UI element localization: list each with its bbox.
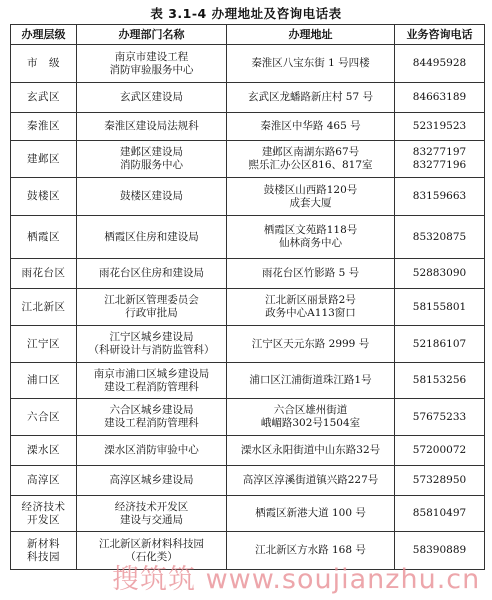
cell-line: 雨花台区住房和建设局 <box>99 267 204 279</box>
cell-line: 江宁区城乡建设局 <box>109 331 194 343</box>
cell-line: 雨花台区竹影路 5 号 <box>261 267 360 279</box>
cell-level <box>11 83 77 113</box>
cell-level <box>11 259 77 289</box>
table-row <box>11 532 485 570</box>
cell-phone <box>395 466 485 496</box>
cell-address <box>227 113 395 141</box>
cell-level <box>11 216 77 259</box>
cell-line: 鼓楼区建设局 <box>120 190 183 202</box>
contact-table <box>10 24 485 570</box>
cell-level <box>11 532 77 570</box>
cell-line: 六合区雄州街道 <box>273 404 348 416</box>
cell-dept <box>77 83 227 113</box>
table-row <box>11 436 485 466</box>
cell-line: 消防审验服务中心 <box>109 63 194 76</box>
cell-dept <box>77 532 227 570</box>
cell-line: 58390889 <box>412 544 467 556</box>
table-row <box>11 326 485 363</box>
cell-line: 玄武区建设局 <box>120 91 183 103</box>
cell-line: （石化类） <box>125 550 178 563</box>
cell-phone <box>395 83 485 113</box>
cell-line: 84663189 <box>412 91 467 103</box>
cell-line: 政务中心A113窗口 <box>265 307 356 319</box>
cell-line: 高淳区城乡建设局 <box>109 474 194 486</box>
cell-line: 52186107 <box>412 337 467 350</box>
cell-line: 仙林商务中心 <box>279 237 342 249</box>
cell-line: 峨嵋路302号1504室 <box>260 417 361 429</box>
cell-line: 雨花台区 <box>21 267 66 279</box>
cell-line: 建邺区 <box>27 152 60 165</box>
cell-line: 玄武区龙蟠路新庄村 57 号 <box>247 91 374 103</box>
cell-line: 浦口区 <box>27 374 60 386</box>
header-phone: 业务咨询电话 <box>395 25 485 45</box>
cell-line: 建设与交通局 <box>120 513 183 526</box>
cell-address <box>227 216 395 259</box>
cell-line: 江北新区管理委员会 <box>104 294 199 306</box>
cell-dept <box>77 466 227 496</box>
cell-dept <box>77 216 227 259</box>
header-address: 办理地址 <box>227 25 395 45</box>
watermark: 搜筑筑 www.soujianzhu.cn <box>112 564 481 595</box>
cell-level <box>11 496 77 532</box>
cell-dept <box>77 289 227 326</box>
cell-phone <box>395 141 485 178</box>
cell-line: 84495928 <box>412 57 467 69</box>
cell-address <box>227 399 395 436</box>
cell-line: 83277197 <box>412 146 467 158</box>
cell-line: 57328950 <box>412 474 467 486</box>
table-row <box>11 363 485 399</box>
cell-address <box>227 496 395 532</box>
cell-line: 玄武区 <box>27 91 60 103</box>
cell-line: 秦淮区八宝东街 1 号四楼 <box>251 57 370 69</box>
cell-line: 江宁区 <box>27 337 60 350</box>
cell-line: 83277196 <box>412 159 467 171</box>
header-dept: 办理部门名称 <box>77 25 227 45</box>
cell-line: 溧水区 <box>27 444 60 456</box>
cell-address <box>227 83 395 113</box>
cell-phone <box>395 178 485 216</box>
header-row <box>11 25 485 45</box>
cell-level <box>11 399 77 436</box>
cell-phone <box>395 532 485 570</box>
cell-line: 57200072 <box>412 444 467 456</box>
cell-line: （科研设计与消防监管科） <box>88 344 215 356</box>
cell-line: 建邺区南湖东路67号 <box>261 146 360 158</box>
cell-address <box>227 289 395 326</box>
cell-dept <box>77 141 227 178</box>
cell-address <box>227 466 395 496</box>
cell-line: 鼓楼区山西路120号 <box>263 183 358 196</box>
table-row <box>11 178 485 216</box>
header-level: 办理层级 <box>11 25 77 45</box>
cell-line: 52319523 <box>412 120 467 132</box>
cell-line: 溧水区消防审验中心 <box>104 444 199 456</box>
table-row <box>11 496 485 532</box>
cell-level <box>11 363 77 399</box>
cell-line: 秦淮区中华路 465 号 <box>260 120 361 132</box>
cell-dept <box>77 45 227 83</box>
cell-level <box>11 326 77 363</box>
cell-address <box>227 178 395 216</box>
cell-line: 南京市浦口区城乡建设局 <box>93 367 210 380</box>
cell-level <box>11 289 77 326</box>
cell-line: 52883090 <box>412 267 467 279</box>
cell-phone <box>395 216 485 259</box>
cell-dept <box>77 399 227 436</box>
cell-line: 建设工程消防管理科 <box>104 417 199 429</box>
cell-level <box>11 141 77 178</box>
cell-phone <box>395 289 485 326</box>
cell-line: 经济技术开发区 <box>114 500 189 513</box>
cell-address <box>227 363 395 399</box>
cell-dept <box>77 496 227 532</box>
cell-line: 开发区 <box>27 513 60 526</box>
cell-line: 江北新区 <box>21 300 66 313</box>
cell-dept <box>77 113 227 141</box>
cell-line: 栖霞区文苑路118号 <box>263 224 358 236</box>
cell-line: 科技园 <box>27 550 60 563</box>
cell-line: 江北新区丽景路2号 <box>265 294 356 306</box>
cell-line: 江北新区新材料科技园 <box>99 537 204 550</box>
table-row <box>11 466 485 496</box>
cell-line: 高淳区 <box>27 474 60 486</box>
cell-phone <box>395 259 485 289</box>
cell-address <box>227 532 395 570</box>
cell-dept <box>77 326 227 363</box>
cell-line: 栖霞区 <box>27 230 60 243</box>
table-row <box>11 399 485 436</box>
cell-phone <box>395 45 485 83</box>
cell-level <box>11 45 77 83</box>
cell-phone <box>395 399 485 436</box>
cell-line: 溧水区永阳街道中山东路32号 <box>240 444 381 456</box>
cell-line: 南京市建设工程 <box>114 50 189 63</box>
cell-line: 栖霞区住房和建设局 <box>104 230 199 243</box>
cell-address <box>227 141 395 178</box>
cell-line: 建邺区建设局 <box>120 146 183 158</box>
cell-line: 成套大厦 <box>289 196 332 209</box>
cell-line: 85320875 <box>412 230 467 243</box>
cell-line: 鼓楼区 <box>27 190 60 202</box>
cell-line: 高淳区淳溪街道镇兴路227号 <box>242 474 379 486</box>
cell-level <box>11 466 77 496</box>
table-title: 表 3.1-4 办理地址及咨询电话表 <box>150 6 342 21</box>
table-row <box>11 141 485 178</box>
table-row <box>11 289 485 326</box>
table-row <box>11 216 485 259</box>
cell-level <box>11 436 77 466</box>
cell-address <box>227 259 395 289</box>
cell-dept <box>77 259 227 289</box>
cell-line: 建设工程消防管理科 <box>104 380 199 393</box>
cell-line: 浦口区江浦街道珠江路1号 <box>249 374 372 386</box>
cell-line: 秦淮区 <box>27 120 60 132</box>
cell-level <box>11 113 77 141</box>
cell-line: 江北新区方水路 168 号 <box>255 544 366 556</box>
cell-phone <box>395 496 485 532</box>
cell-line: 83159663 <box>412 190 467 202</box>
cell-address <box>227 45 395 83</box>
table-row <box>11 113 485 141</box>
cell-phone <box>395 326 485 363</box>
cell-line: 秦淮区建设局法规科 <box>104 120 199 132</box>
cell-level <box>11 178 77 216</box>
cell-phone <box>395 113 485 141</box>
cell-line: 85810497 <box>412 507 467 519</box>
cell-line: 栖霞区新港大道 100 号 <box>255 507 366 519</box>
cell-dept <box>77 363 227 399</box>
cell-phone <box>395 436 485 466</box>
cell-line: 消防服务中心 <box>120 159 183 171</box>
cell-line: 58155801 <box>412 300 467 313</box>
cell-line: 市 级 <box>27 57 60 69</box>
cell-line: 经济技术 <box>21 500 66 513</box>
cell-address <box>227 436 395 466</box>
cell-line: 熙乐汇办公区816、817室 <box>248 159 373 171</box>
cell-line: 新材料 <box>27 537 60 550</box>
table-row <box>11 83 485 113</box>
table-body <box>11 45 485 570</box>
cell-line: 六合区城乡建设局 <box>109 404 194 416</box>
cell-line: 江宁区天元东路 2999 号 <box>251 337 370 350</box>
cell-dept <box>77 178 227 216</box>
table-row <box>11 259 485 289</box>
cell-phone <box>395 363 485 399</box>
cell-line: 六合区 <box>27 410 60 423</box>
cell-line: 行政审批局 <box>125 307 178 319</box>
cell-address <box>227 326 395 363</box>
table-row <box>11 45 485 83</box>
cell-line: 58153256 <box>412 374 467 386</box>
cell-dept <box>77 436 227 466</box>
cell-line: 57675233 <box>412 410 467 423</box>
